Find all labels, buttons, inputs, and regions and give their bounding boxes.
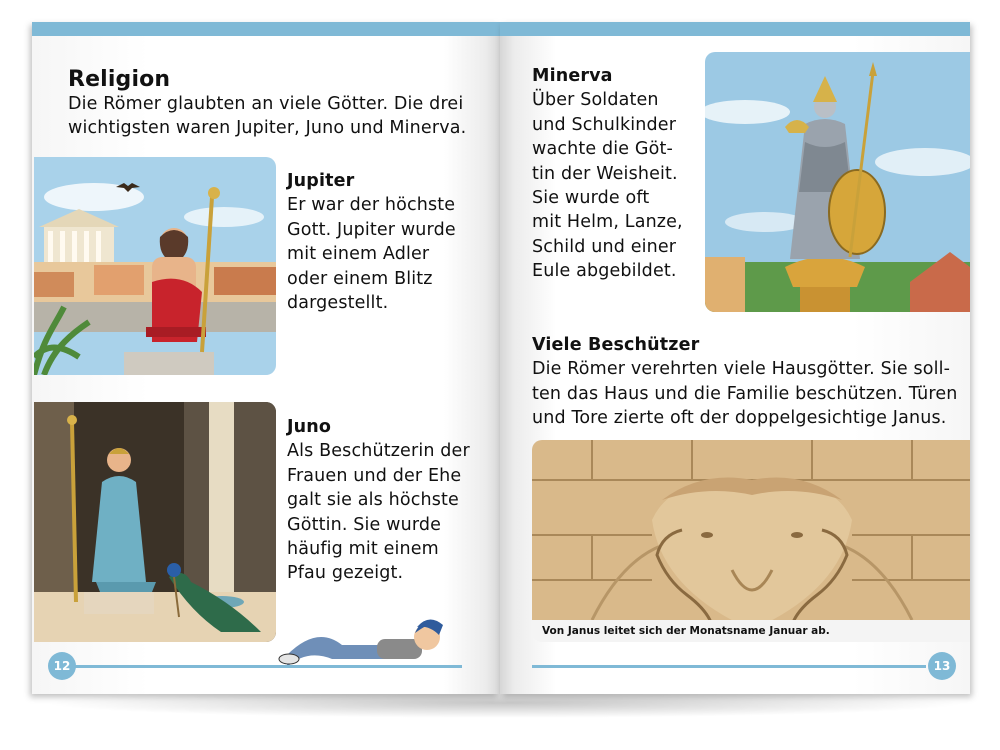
juno-text-line: Frauen und der Ehe (287, 465, 462, 486)
protectors-text-line: Die Römer verehrten viele Hausgötter. Sie soll- (532, 359, 951, 380)
protectors-text-line: ten das Haus und die Familie beschützen. Türen (532, 383, 958, 404)
minerva-text-line: Über Soldaten (532, 90, 659, 111)
minerva-section (532, 64, 683, 284)
left-page (32, 22, 500, 694)
minerva-text-line: mit Helm, Lanze, (532, 212, 683, 233)
right-page (500, 22, 970, 694)
jupiter-illustration (34, 157, 276, 375)
boy-illustration (277, 607, 457, 667)
top-color-band (32, 22, 500, 36)
intro-text (68, 92, 466, 141)
footer-line (532, 665, 926, 668)
jupiter-text-line: Er war der höchste (287, 195, 456, 216)
jupiter-text-line: dargestellt. (287, 293, 389, 314)
juno-text-line: Als Beschützerin der (287, 441, 470, 462)
protectors-text-line: und Tore zierte oft der doppelgesichtige Janus. (532, 408, 947, 429)
protectors-section (532, 333, 958, 431)
juno-illustration (34, 402, 276, 642)
intro-line: Die Römer glaubten an viele Götter. Die drei (68, 94, 464, 114)
top-color-band (500, 22, 970, 36)
minerva-text-line: tin der Weisheit. (532, 163, 678, 184)
jupiter-text-line: oder einem Blitz (287, 268, 433, 289)
jupiter-text-line: mit einem Adler (287, 244, 430, 265)
janus-illustration (532, 440, 970, 642)
jupiter-heading: Jupiter (287, 171, 355, 191)
juno-text-line: Göttin. Sie wurde (287, 514, 442, 535)
juno-text-line: häufig mit einem (287, 539, 439, 560)
minerva-text-line: und Schulkinder (532, 114, 677, 135)
minerva-text-line: Schild und einer (532, 236, 677, 257)
jupiter-section (287, 169, 456, 315)
janus-caption: Von Janus leitet sich der Monatsname Januar ab. (532, 620, 970, 642)
juno-text-line: Pfau gezeigt. (287, 563, 404, 584)
minerva-text-line: Sie wurde oft (532, 188, 650, 209)
page-number: 13 (928, 652, 956, 680)
juno-section (287, 415, 470, 586)
juno-text-line: galt sie als höchste (287, 490, 459, 511)
minerva-text-line: wachte die Göt- (532, 139, 673, 160)
minerva-text-line: Eule abgebildet. (532, 261, 677, 282)
protectors-heading: Viele Beschützer (532, 335, 700, 355)
page-number: 12 (48, 652, 76, 680)
intro-line: wichtigsten waren Jupiter, Juno und Minerva. (68, 118, 467, 139)
minerva-illustration (705, 52, 970, 312)
jupiter-text-line: Gott. Jupiter wurde (287, 219, 456, 240)
page-title: Religion (68, 67, 171, 92)
footer-line (72, 665, 462, 668)
minerva-heading: Minerva (532, 66, 613, 86)
juno-heading: Juno (287, 417, 332, 437)
